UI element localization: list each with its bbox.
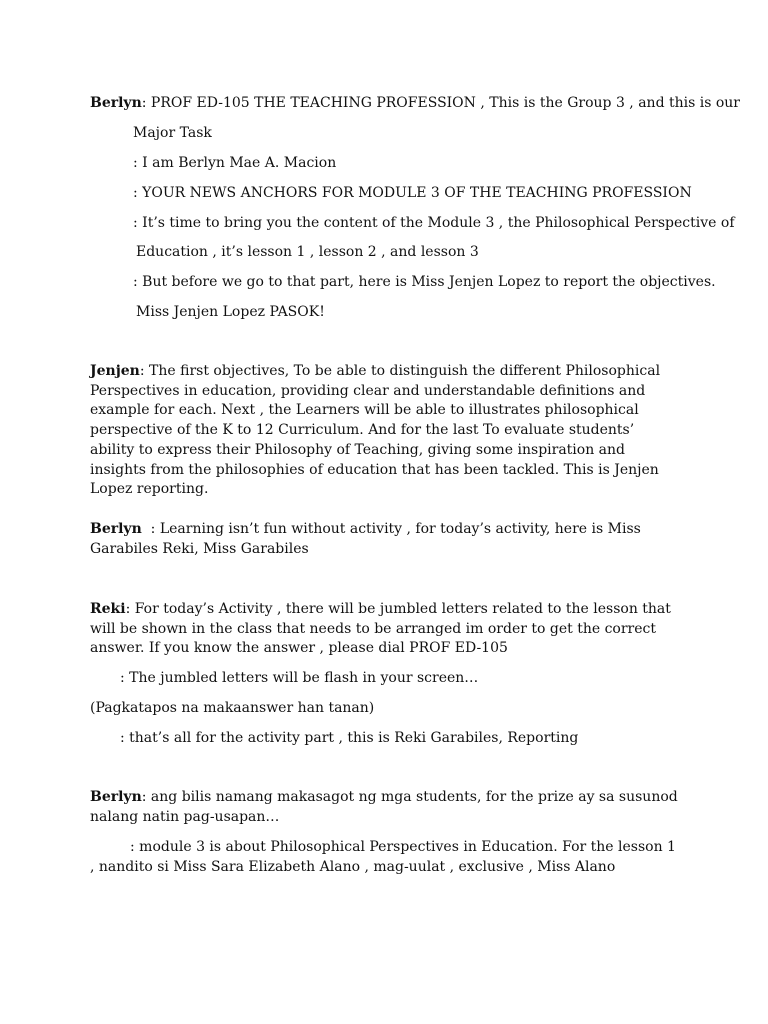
speaker-name: Reki (90, 601, 126, 617)
dialogue-text: : PROF ED-105 THE TEACHING PROFESSION , This is the Group 3 , and this is our (141, 95, 740, 111)
speaker-name: Berlyn (90, 789, 142, 805)
dialogue-line: : It’s time to bring you the content of the Module 3 , the Philosophical Perspective of (133, 215, 735, 231)
dialogue-text: : The first objectives, To be able to distinguish the different Philosophical Perspectives in education, providing clear and understandable definitions and example for each. Next , the Learners will be able to illustrates philosophical perspective of the K to 12 Curriculum. And for the last To evaluate students’ ability to express their Philosophy of Teaching, giving some inspiration and insights from the philosophies of education that has been tackled. This is Jenjen Lopez reporting. (90, 363, 661, 498)
berlyn-prize-paragraph (90, 788, 682, 827)
stage-direction: (Pagkatapos na makaanswer han tanan) (90, 700, 375, 716)
dialogue-line: : YOUR NEWS ANCHORS FOR MODULE 3 OF THE TEACHING PROFESSION (133, 185, 692, 201)
dialogue-text: : Learning isn’t fun without activity , for today’s activity, here is Miss Garabiles Reki, Miss Garabiles (90, 521, 641, 557)
berlyn-activity-paragraph (90, 520, 682, 559)
berlyn-module-paragraph: : module 3 is about Philosophical Perspectives in Education. For the lesson 1 , nandito si Miss Sara Elizabeth Alano , mag-uulat , exclusive , Miss Alano (90, 839, 676, 875)
dialogue-line: : The jumbled letters will be flash in your screen… (120, 670, 479, 686)
jenjen-objectives-paragraph (90, 362, 682, 500)
dialogue-line: : that’s all for the activity part , this is Reki Garabiles, Reporting (120, 730, 579, 746)
berlyn-intro-line (90, 93, 740, 113)
reki-activity-paragraph (90, 600, 682, 659)
speaker-name: Jenjen (90, 363, 140, 379)
dialogue-text: : ang bilis namang makasagot ng mga students, for the prize ay sa susunod nalang natin pag-usapan… (90, 789, 678, 825)
speaker-name: Berlyn (90, 95, 142, 111)
dialogue-line: : But before we go to that part, here is Miss Jenjen Lopez to report the objectives. (133, 274, 716, 290)
speaker-name: Berlyn (90, 521, 142, 537)
dialogue-line: Miss Jenjen Lopez PASOK! (136, 304, 325, 320)
dialogue-line: : I am Berlyn Mae A. Macion (133, 155, 337, 171)
dialogue-line: Education , it’s lesson 1 , lesson 2 , and lesson 3 (136, 244, 479, 260)
dialogue-line: Major Task (133, 125, 212, 141)
dialogue-text: : For today’s Activity , there will be jumbled letters related to the lesson that will be shown in the class that needs to be arranged im order to get the correct answer. If you know the answer , please dial PROF ED-105 (90, 601, 671, 657)
